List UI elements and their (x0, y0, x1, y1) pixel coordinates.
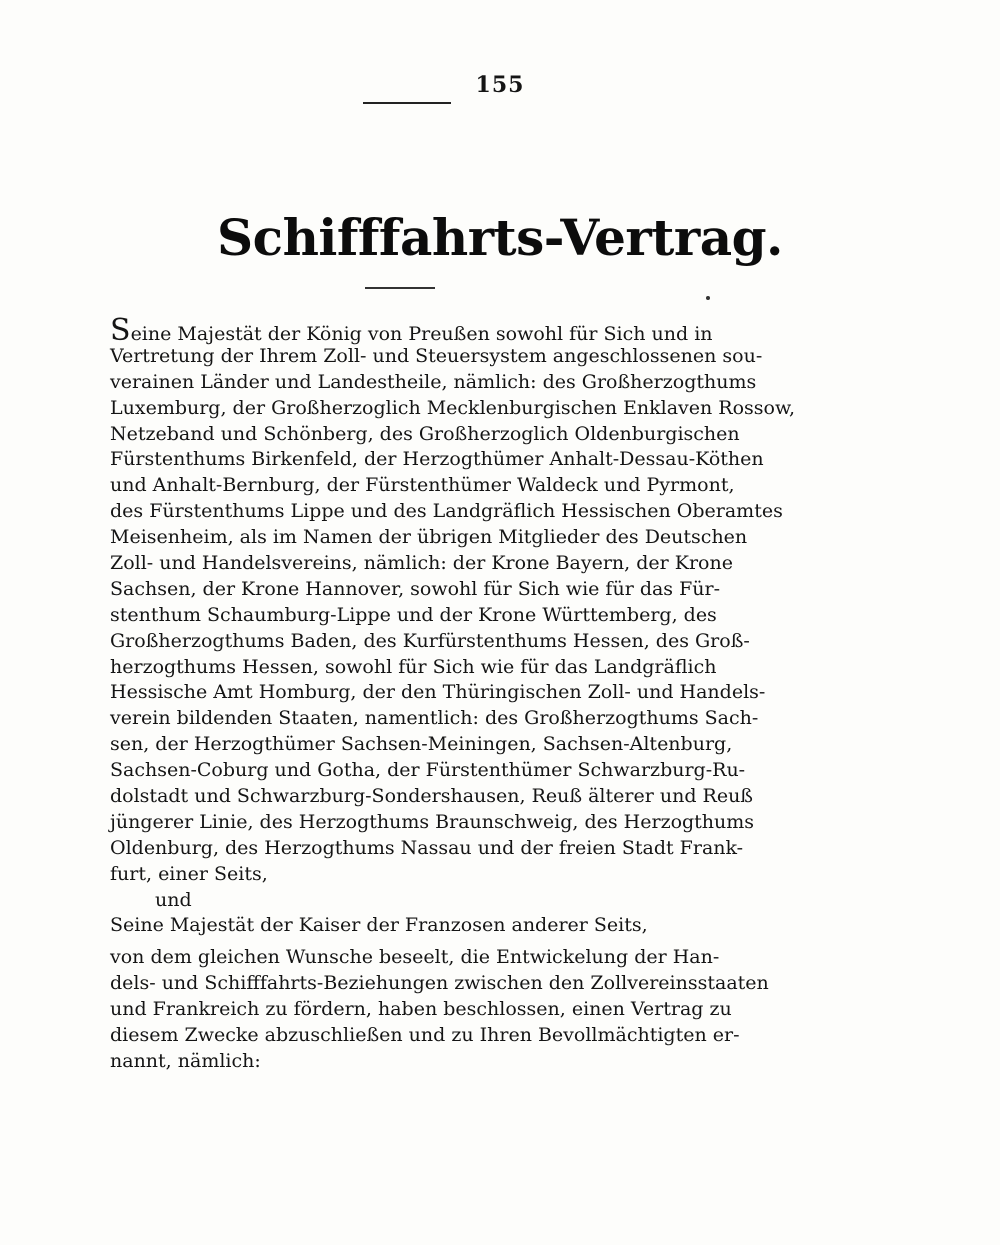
text-line: stenthum Schaumburg-Lippe und der Krone Württemberg, des (110, 603, 717, 626)
text-line: Großherzogthums Baden, des Kurfürstenthums Hessen, des Groß- (110, 629, 750, 652)
text-line: dels- und Schifffahrts-Beziehungen zwischen den Zollvereinsstaaten (110, 972, 769, 995)
text-line: jüngerer Linie, des Herzogthums Braunschweig, des Herzogthums (110, 810, 755, 833)
text-line: Fürstenthums Birkenfeld, der Herzogthümer Anhalt-Dessau-Köthen (110, 448, 764, 471)
text-line: Luxemburg, der Großherzoglich Mecklenburgischen Enklaven Rossow, (110, 396, 796, 419)
page-number: 155 (475, 72, 525, 98)
text-line: von dem gleichen Wunsche beseelt, die Entwickelung der Han- (110, 946, 720, 969)
text-line: verainen Länder und Landestheile, nämlich: des Großherzogthums (110, 370, 757, 393)
text-line: Seine Majestät der König von Preußen sowohl für Sich und in (110, 313, 713, 348)
text-line: furt, einer Seits, (110, 862, 268, 885)
text-line: sen, der Herzogthümer Sachsen-Meiningen, Sachsen-Altenburg, (110, 733, 733, 756)
text-line: Sachsen, der Krone Hannover, sowohl für Sich wie für das Für- (110, 577, 721, 600)
text-line: verein bildenden Staaten, namentlich: des Großherzogthums Sach- (110, 707, 759, 730)
text-line: Oldenburg, des Herzogthums Nassau und der freien Stadt Frank- (110, 836, 744, 859)
text-line: diesem Zwecke abzuschließen und zu Ihren Bevollmächtigten er- (110, 1024, 740, 1047)
text-line: herzogthums Hessen, sowohl für Sich wie für das Landgräflich (110, 655, 717, 678)
title-rule (365, 287, 435, 289)
text-line: nannt, nämlich: (110, 1049, 261, 1072)
treaty-preamble (110, 313, 796, 1075)
page-number-rule (363, 102, 451, 104)
text-line: Netzeband und Schönberg, des Großherzoglich Oldenburgischen (110, 422, 740, 445)
second-party-line: Seine Majestät der Kaiser der Franzosen anderer Seits, (110, 914, 648, 937)
text-line: des Fürstenthums Lippe und des Landgräflich Hessischen Oberamtes (110, 500, 783, 523)
text-line: Zoll- und Handelsvereins, nämlich: der Krone Bayern, der Krone (110, 552, 733, 575)
text-line: und Anhalt-Bernburg, der Fürstenthümer Waldeck und Pyrmont, (110, 474, 735, 497)
ink-speck (706, 296, 710, 300)
conjunction-line: und (155, 888, 192, 911)
text-line: Vertretung der Ihrem Zoll- und Steuersystem angeschlossenen sou- (110, 344, 763, 367)
text-line: Hessische Amt Homburg, der den Thüringischen Zoll- und Handels- (110, 681, 766, 704)
text-line: Meisenheim, als im Namen der übrigen Mitglieder des Deutschen (110, 526, 748, 549)
text-line: und Frankreich zu fördern, haben beschlossen, einen Vertrag zu (110, 998, 732, 1021)
text-line: Sachsen-Coburg und Gotha, der Fürstenthümer Schwarzburg-Ru- (110, 759, 746, 782)
text-line: dolstadt und Schwarzburg-Sondershausen, Reuß älterer und Reuß (110, 785, 753, 808)
page-title: Schifffahrts-Vertrag. (217, 208, 783, 267)
